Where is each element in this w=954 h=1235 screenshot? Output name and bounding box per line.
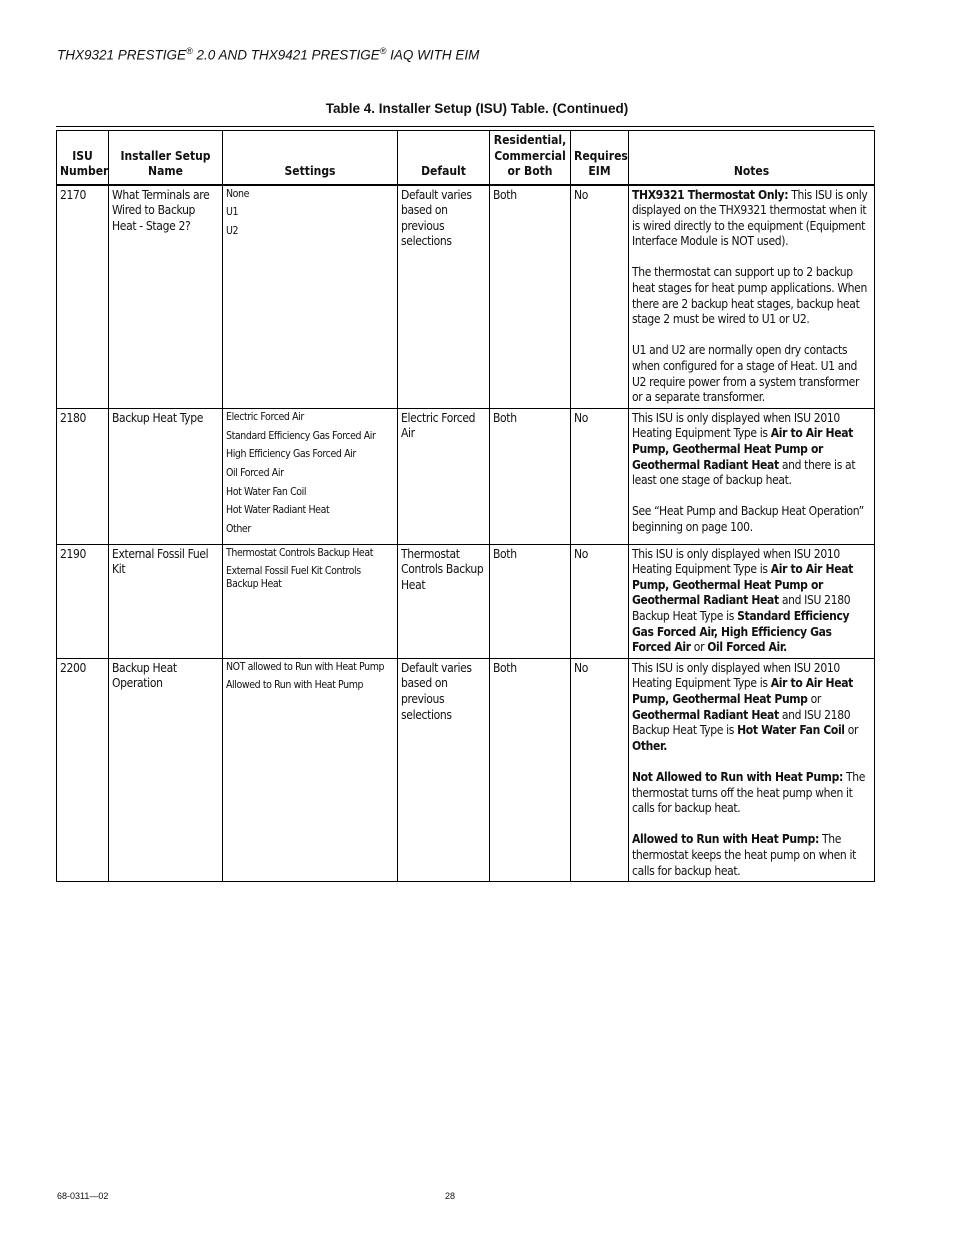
table-row	[57, 408, 875, 544]
default-value: Electric Forced Air	[398, 408, 490, 544]
col-header-settings: Settings	[223, 131, 398, 185]
col-header-isu: ISU Number	[57, 131, 109, 185]
setup-name: Backup Heat Operation	[109, 658, 223, 881]
setting-option: Allowed to Run with Heat Pump	[226, 679, 364, 692]
requires-eim: No	[571, 544, 629, 658]
setting-option: External Fossil Fuel Kit Controls Backup Heat	[226, 565, 361, 591]
notes-text: or	[690, 640, 708, 655]
notes-cell	[629, 658, 875, 881]
notes-bold-text: Air to Air Heat Pump, Geothermal Heat Pump or Geothermal Radiant Heat	[632, 562, 853, 608]
notes-paragraph	[632, 504, 871, 535]
requires-eim: No	[571, 658, 629, 881]
notes-bold-text: Other.	[632, 738, 667, 753]
requires-eim: No	[571, 185, 629, 409]
setting-option: U1	[226, 206, 239, 219]
isu-table	[56, 130, 875, 882]
registered-mark-2: ®	[379, 46, 387, 56]
header-text-1: THX9321 PRESTIGE	[57, 47, 187, 63]
residential-commercial: Both	[490, 408, 571, 544]
notes-text: This ISU is only displayed when ISU 2010 Heating Equipment Type is	[632, 546, 840, 577]
notes-paragraph	[632, 661, 871, 755]
setting-option: Oil Forced Air	[226, 466, 284, 479]
isu-number: 2180	[57, 408, 109, 544]
setting-option: U2	[226, 224, 239, 237]
notes-text: or	[807, 691, 821, 706]
document-number: 68-0311—02	[57, 1191, 109, 1201]
table-top-rule	[56, 126, 874, 127]
running-header	[57, 46, 479, 63]
notes-bold-text: Air to Air Heat Pump, Geothermal Heat Pump	[632, 676, 853, 706]
default-value: Default varies based on previous selections	[398, 658, 490, 881]
default-value: Default varies based on previous selections	[398, 185, 490, 409]
setting-option: None	[226, 187, 250, 200]
table-caption: Table 4. Installer Setup (ISU) Table. (Continued)	[325, 101, 629, 116]
page-number: 28	[445, 1191, 456, 1201]
table-row	[57, 544, 875, 658]
notes-bold-text: Standard Efficiency Gas Forced Air, High Efficiency Gas Forced Air	[632, 609, 850, 655]
setting-option: Standard Efficiency Gas Forced Air	[226, 429, 376, 442]
notes-text: U1 and U2 are normally open dry contacts when configured for a stage of Heat. U1 and U2 require power from a system transformer or a separate transformer.	[632, 343, 860, 405]
notes-cell	[629, 408, 875, 544]
notes-text: This ISU is only displayed when ISU 2010 Heating Equipment Type is	[632, 410, 840, 441]
notes-cell	[629, 185, 875, 409]
setting-option: Hot Water Radiant Heat	[226, 504, 330, 517]
setup-name: Backup Heat Type	[109, 408, 223, 544]
default-value: Thermostat Controls Backup Heat	[398, 544, 490, 658]
notes-paragraph	[632, 411, 871, 489]
residential-commercial: Both	[490, 658, 571, 881]
col-header-requires-eim: Requires EIM	[571, 131, 629, 185]
notes-text: The thermostat turns off the heat pump when it calls for backup heat.	[632, 769, 866, 816]
registered-mark-1: ®	[186, 46, 193, 56]
isu-number: 2170	[57, 185, 109, 409]
notes-bold-text: Not Allowed to Run with Heat Pump:	[632, 769, 843, 784]
notes-paragraph	[632, 832, 871, 879]
settings-cell	[223, 185, 398, 409]
notes-text: This ISU is only displayed when ISU 2010 Heating Equipment Type is	[632, 660, 840, 691]
setup-name: External Fossil Fuel Kit	[109, 544, 223, 658]
table-header-row	[57, 131, 875, 185]
header-text-3: IAQ WITH EIM	[386, 47, 480, 63]
setting-option: Thermostat Controls Backup Heat	[226, 546, 374, 559]
notes-paragraph	[632, 547, 871, 656]
setting-option: High Efficiency Gas Forced Air	[226, 448, 356, 461]
notes-text: or	[844, 723, 859, 738]
notes-bold-text: Hot Water Fan Coil	[737, 723, 845, 738]
notes-text: and there is at least one stage of backup heat.	[632, 457, 856, 488]
col-header-residential: Residential, Commercial or Both	[490, 131, 571, 185]
isu-number: 2200	[57, 658, 109, 881]
notes-bold-text: Air to Air Heat Pump, Geothermal Heat Pump or Geothermal Radiant Heat	[632, 426, 853, 472]
notes-bold-text: Oil Forced Air.	[707, 640, 787, 655]
setup-name: What Terminals are Wired to Backup Heat - Stage 2?	[109, 185, 223, 409]
settings-cell	[223, 658, 398, 881]
notes-paragraph	[632, 343, 871, 405]
notes-text: The thermostat keeps the heat pump on when it calls for backup heat.	[632, 832, 856, 878]
col-header-name: Installer Setup Name	[109, 131, 223, 185]
notes-text: The thermostat can support up to 2 backup heat stages for heat pump applications. When there are 2 backup heat stages, backup heat stage 2 must be wired to U1 or U2.	[632, 265, 867, 327]
notes-text: and ISU 2180 Backup Heat Type is	[632, 707, 851, 738]
setting-option: Other	[226, 522, 251, 535]
notes-bold-text: Geothermal Radiant Heat	[632, 707, 779, 722]
table-row	[57, 185, 875, 409]
requires-eim: No	[571, 408, 629, 544]
residential-commercial: Both	[490, 544, 571, 658]
residential-commercial: Both	[490, 185, 571, 409]
notes-bold-text: THX9321 Thermostat Only:	[632, 187, 789, 202]
col-header-notes: Notes	[629, 131, 875, 185]
settings-cell	[223, 544, 398, 658]
notes-paragraph	[632, 770, 871, 817]
setting-option: Hot Water Fan Coil	[226, 485, 307, 498]
table-row	[57, 658, 875, 881]
settings-cell	[223, 408, 398, 544]
notes-text: This ISU is only displayed on the THX9321 thermostat when it is wired directly to the equipment (Equipment Interface Module is NOT used).	[632, 187, 868, 249]
header-text-2: 2.0 AND THX9421 PRESTIGE	[192, 47, 380, 63]
isu-number: 2190	[57, 544, 109, 658]
notes-paragraph	[632, 188, 871, 250]
notes-bold-text: Allowed to Run with Heat Pump:	[632, 832, 819, 847]
setting-option: Electric Forced Air	[226, 410, 304, 423]
notes-text: See “Heat Pump and Backup Heat Operation” beginning on page 100.	[632, 504, 864, 534]
col-header-default: Default	[398, 131, 490, 185]
notes-text: and ISU 2180 Backup Heat Type is	[632, 593, 851, 623]
setting-option: NOT allowed to Run with Heat Pump	[226, 660, 385, 673]
notes-cell	[629, 544, 875, 658]
notes-paragraph	[632, 265, 871, 327]
